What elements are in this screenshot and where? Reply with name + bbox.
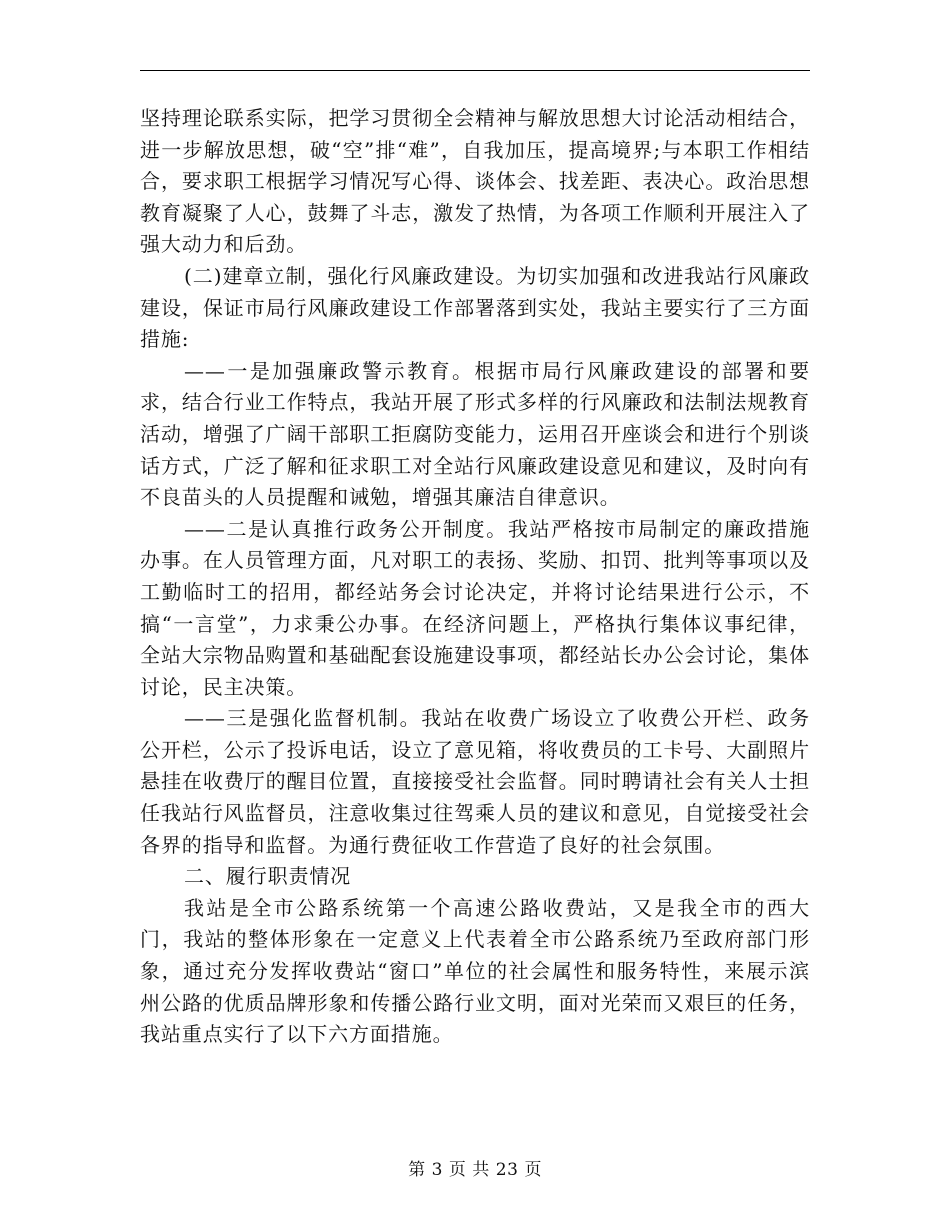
page-footer [0,1155,950,1180]
paragraph-7: 我站是全市公路系统第一个高速公路收费站，又是我全市的西大门，我站的整体形象在一定意义上代表着全市公路系统乃至政府部门形象，通过充分发挥收费站“窗口”单位的社会属性和服务特性，来展示滨州公路的优质品牌形象和传播公路行业文明，面对光荣而又艰巨的任务，我站重点实行了以下六方面措施。 [140,895,810,1047]
footer-suffix: 页 [524,1160,542,1180]
footer-middle: 页 共 [448,1160,490,1180]
paragraph-2: (二)建章立制，强化行风廉政建设。为切实加强和改进我站行风廉政建设，保证市局行风廉政建设工作部署落到实处，我站主要实行了三方面措施: [140,263,810,352]
paragraph-5: ——三是强化监督机制。我站在收费广场设立了收费公开栏、政务公开栏，公示了投诉电话，设立了意见箱，将收费员的工卡号、大副照片悬挂在收费厅的醒目位置，直接接受社会监督。同时聘请社会有关人士担任我站行风监督员，注意收集过往驾乘人员的建议和意见，自觉接受社会各界的指导和监督。为通行费征收工作营造了良好的社会氛围。 [140,706,810,857]
total-pages-number: 23 [495,1160,519,1180]
current-page-number: 3 [431,1160,443,1180]
document-body [140,103,810,1051]
header-rule [140,70,810,71]
section-heading: 二、履行职责情况 [184,864,352,889]
footer-prefix: 第 [408,1160,426,1180]
paragraph-1: 坚持理论联系实际，把学习贯彻全会精神与解放思想大讨论活动相结合，进一步解放思想，破“空”排“难”，自我加压，提高境界;与本职工作相结合，要求职工根据学习情况写心得、谈体会、找差距、表决心。政治思想教育凝聚了人心，鼓舞了斗志，激发了热情，为各项工作顺利开展注入了强大动力和后劲。 [140,106,810,257]
paragraph-3: ——一是加强廉政警示教育。根据市局行风廉政建设的部署和要求，结合行业工作特点，我站开展了形式多样的行风廉政和法制法规教育活动，增强了广阔干部职工拒腐防变能力，运用召开座谈会和进行个别谈话方式，广泛了解和征求职工对全站行风廉政建设意见和建议，及时向有不良苗头的人员提醒和诫勉，增强其廉洁自律意识。 [140,358,810,510]
paragraph-4: ——二是认真推行政务公开制度。我站严格按市局制定的廉政措施办事。在人员管理方面，凡对职工的表扬、奖励、扣罚、批判等事项以及工勤临时工的招用，都经站务会讨论决定，并将讨论结果进行公示，不搞“一言堂”，力求秉公办事。在经济问题上，严格执行集体议事纪律，全站大宗物品购置和基础配套设施建设事项，都经站长办公会讨论，集体讨论，民主决策。 [140,516,810,699]
